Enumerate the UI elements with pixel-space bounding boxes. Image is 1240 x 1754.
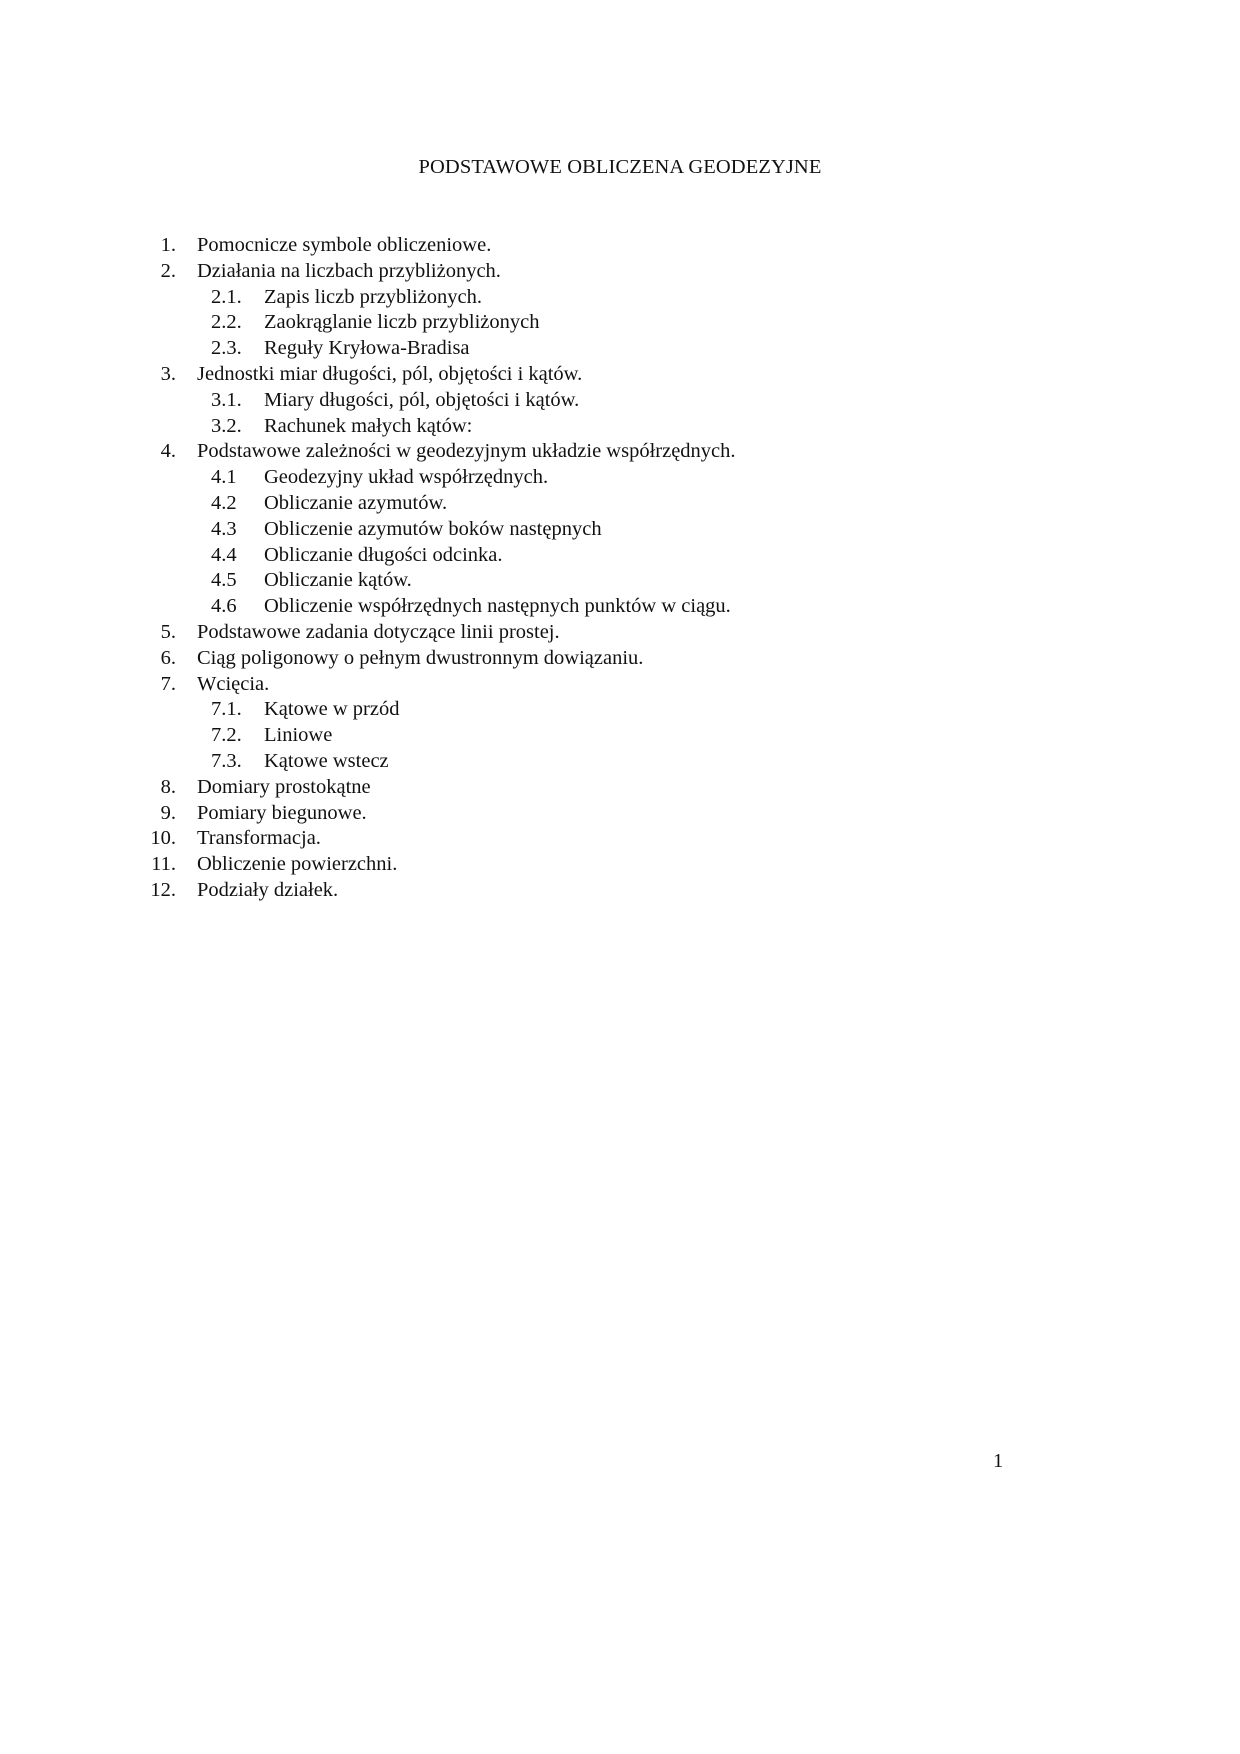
toc-item [0, 672, 1240, 698]
toc-item [0, 826, 1240, 852]
toc-number: 5. [160, 620, 176, 643]
toc-label: Podziały działek. [197, 878, 339, 901]
toc-label: Działania na liczbach przybliżonych. [197, 259, 501, 282]
toc-subitem [0, 285, 1240, 311]
toc-subitem [0, 491, 1240, 517]
toc-item [0, 233, 1240, 259]
toc-number: 7. [160, 672, 176, 695]
toc-label: Ciąg poligonowy o pełnym dwustronnym dowiązaniu. [197, 646, 644, 669]
toc-item [0, 852, 1240, 878]
table-of-contents [0, 233, 1240, 904]
toc-subitem [0, 543, 1240, 569]
toc-label: Obliczanie długości odcinka. [264, 543, 503, 566]
toc-label: Reguły Kryłowa-Bradisa [264, 337, 470, 360]
toc-subitem [0, 310, 1240, 336]
toc-label: Obliczenie współrzędnych następnych punktów w ciągu. [264, 595, 731, 618]
toc-number: 1. [160, 234, 176, 256]
toc-number: 7.2. [211, 724, 242, 747]
toc-subitem [0, 568, 1240, 594]
toc-number: 3.1. [211, 388, 242, 411]
toc-label: Rachunek małych kątów: [264, 414, 473, 437]
toc-label: Podstawowe zadania dotyczące linii prostej. [197, 620, 560, 643]
toc-label: Obliczenie azymutów boków następnych [264, 517, 602, 540]
toc-label: Miary długości, pól, objętości i kątów. [264, 388, 580, 411]
toc-label: Obliczanie kątów. [264, 569, 412, 592]
toc-number: 4.5 [211, 569, 237, 592]
toc-number: 7.3. [211, 749, 242, 772]
toc-label: Geodezyjny układ współrzędnych. [264, 466, 549, 489]
toc-label: Pomocnicze symbole obliczeniowe. [197, 234, 492, 256]
toc-label: Transformacja. [197, 827, 321, 850]
toc-label: Jednostki miar długości, pól, objętości i kątów. [197, 362, 583, 385]
toc-number: 10. [150, 827, 176, 850]
toc-label: Obliczenie powierzchni. [197, 853, 398, 876]
toc-item [0, 878, 1240, 904]
toc-number: 4.2 [211, 491, 237, 514]
toc-label: Domiary prostokątne [197, 775, 371, 798]
toc-label: Kątowe w przód [264, 698, 400, 721]
toc-number: 4.1 [211, 466, 237, 489]
toc-item [0, 775, 1240, 801]
toc-number: 4.3 [211, 517, 237, 540]
toc-number: 7.1. [211, 698, 242, 721]
toc-number: 12. [150, 878, 176, 901]
toc-subitem [0, 594, 1240, 620]
toc-number: 2.2. [211, 311, 242, 334]
toc-label: Zapis liczb przybliżonych. [264, 285, 483, 308]
toc-number: 11. [151, 853, 176, 876]
toc-number: 3.2. [211, 414, 242, 437]
toc-number: 9. [160, 801, 176, 824]
toc-item [0, 362, 1240, 388]
toc-item [0, 259, 1240, 285]
toc-subitem [0, 723, 1240, 749]
toc-number: 8. [160, 775, 176, 798]
toc-number: 4.4 [211, 543, 237, 566]
toc-number: 2. [160, 259, 176, 282]
toc-subitem [0, 465, 1240, 491]
toc-subitem [0, 388, 1240, 414]
toc-label: Pomiary biegunowe. [197, 801, 367, 824]
document-title: PODSTAWOWE OBLICZENA GEODEZYJNE [418, 156, 822, 178]
toc-label: Podstawowe zależności w geodezyjnym układzie współrzędnych. [197, 440, 736, 463]
toc-label: Kątowe wstecz [264, 749, 389, 772]
toc-item [0, 620, 1240, 646]
toc-number: 4. [160, 440, 176, 463]
toc-subitem [0, 697, 1240, 723]
toc-subitem [0, 414, 1240, 440]
toc-label: Obliczanie azymutów. [264, 491, 448, 514]
toc-number: 4.6 [211, 595, 237, 618]
toc-number: 2.1. [211, 285, 242, 308]
toc-subitem [0, 517, 1240, 543]
toc-item [0, 439, 1240, 465]
toc-label: Wcięcia. [197, 672, 270, 695]
toc-subitem [0, 749, 1240, 775]
toc-number: 6. [160, 646, 176, 669]
toc-subitem [0, 336, 1240, 362]
toc-item [0, 801, 1240, 827]
toc-label: Liniowe [264, 724, 333, 747]
page-number: 1 [993, 1450, 1004, 1472]
toc-number: 2.3. [211, 337, 242, 360]
toc-number: 3. [160, 362, 176, 385]
toc-item [0, 646, 1240, 672]
toc-label: Zaokrąglanie liczb przybliżonych [264, 311, 540, 334]
